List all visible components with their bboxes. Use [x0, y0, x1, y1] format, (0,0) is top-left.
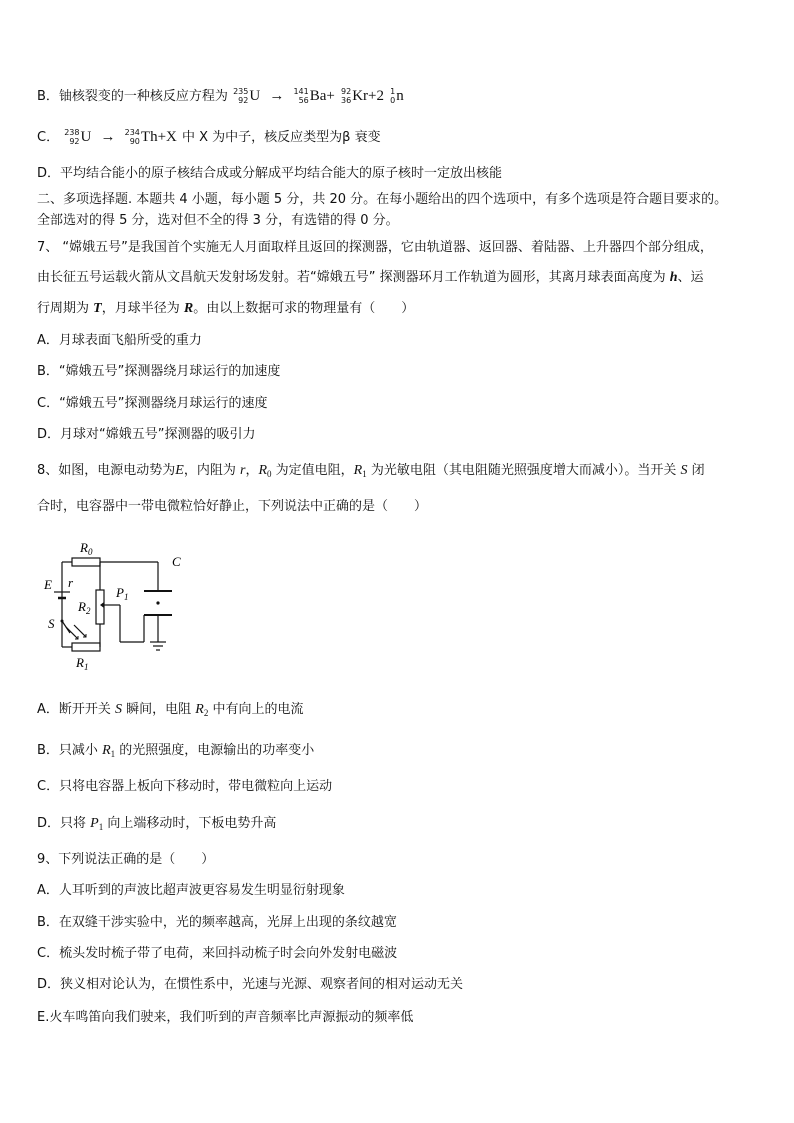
q8-text: 瞬间，电阻 — [122, 702, 196, 717]
var-R0-sub: 0 — [267, 469, 272, 479]
var-E: E — [175, 463, 184, 478]
q7-stem-line1: 7、 “嫦娥五号”是我国首个实施无人月面取样且返回的探测器，它由轨道器、返回器、着陆器、上升器四个部分组成， — [37, 240, 713, 255]
option-c-text: 中 X 为中子，核反应类型为β 衰变 — [182, 130, 381, 145]
option-b-nuclear-equation — [37, 86, 405, 107]
q7-text: 。由以上数据可求的物理量有（ ） — [193, 301, 415, 316]
q8-stem-line1 — [37, 461, 705, 484]
var-P1: P — [90, 816, 99, 831]
section2-instructions-line2: 全部选对的得 5 分，选对但不全的得 3 分，有选错的得 0 分。 — [37, 213, 399, 228]
label-r1: $R_1$ — [76, 655, 89, 672]
option-c-label: C． — [37, 130, 60, 145]
q8-option-d — [37, 814, 276, 837]
q7-option-b: B．“嫦娥五号”探测器绕月球运行的加速度 — [37, 364, 281, 379]
label-e: E — [44, 577, 52, 592]
q7-stem-line2 — [37, 268, 704, 288]
q8-text: 中有向上的电流 — [208, 702, 304, 717]
var-R1-sub: 1 — [362, 469, 367, 479]
q8-text: 8、如图，电源电动势为 — [37, 463, 176, 478]
reaction-arrow: → — [100, 129, 116, 145]
var-S: S — [680, 463, 688, 478]
r1-resistor — [72, 643, 100, 651]
q8-text: ，内阻为 — [183, 463, 240, 478]
q8-option-a — [37, 700, 304, 723]
q8-stem-line2: 合时，电容器中一带电微粒恰好静止，下列说法中正确的是（ ） — [37, 499, 428, 514]
nuclide-ba141: 141 56 Ba+ — [293, 87, 335, 106]
q9-option-a: A．人耳听到的声波比超声波更容易发生明显衍射现象 — [37, 883, 345, 898]
label-r0: $R_0$ — [80, 540, 93, 557]
option-d-text: D．平均结合能小的原子核结合成或分解成平均结合能大的原子核时一定放出核能 — [37, 166, 503, 181]
q9-option-d: D．狭义相对论认为，在惯性系中，光速与光源、观察者间的相对运动无关 — [37, 977, 464, 992]
var-R1: R — [353, 463, 363, 478]
var-T: T — [93, 301, 102, 316]
q9-option-c: C．梳头发时梳子带了电荷，来回抖动梳子时会向外发射电磁波 — [37, 946, 398, 961]
label-r2: $R_2$ — [78, 599, 91, 616]
nuclide-neutron: 1 0 n — [390, 87, 404, 106]
r0-resistor — [72, 558, 100, 566]
q7-text: 、运 — [677, 270, 704, 285]
q8-text: D．只将 — [37, 816, 91, 831]
var-R0: R — [258, 463, 268, 478]
var-R2-sub: 2 — [203, 708, 209, 718]
q8-text: 的光照强度，电源输出的功率变小 — [115, 743, 315, 758]
label-s: S — [48, 616, 55, 631]
q8-text: 闭 — [687, 463, 705, 478]
q9-option-e: E.火车鸣笛向我们驶来，我们听到的声音频率比声源振动的频率低 — [37, 1010, 414, 1025]
var-R1-sub: 1 — [110, 749, 116, 759]
q7-stem-line3 — [37, 299, 414, 319]
section2-instructions-line1: 二、多项选择题. 本题共 4 小题，每小题 5 分，共 20 分。在每小题给出的四个选项中，有多个选项是符合题目要求的。 — [37, 192, 728, 207]
q8-text: A．断开开关 — [37, 702, 116, 717]
var-R2: R — [195, 702, 204, 717]
q7-option-d: D．月球对“嫦娥五号”探测器的吸引力 — [37, 427, 256, 442]
var-R: R — [183, 301, 194, 316]
q7-text: 由长征五号运载火箭从文昌航天发射场发射。若“嫦娥五号” 探测器环月工作轨道为圆形，其离月球表面高度为 — [37, 270, 670, 285]
q8-option-c: C．只将电容器上板向下移动时，带电微粒向上运动 — [37, 779, 333, 794]
nuclide-th234: 234 90 Th+X — [124, 128, 177, 147]
nuclide-u235: 235 92 U — [233, 87, 261, 106]
q8-text: 为定值电阻， — [271, 463, 354, 478]
var-r: r — [239, 463, 246, 478]
label-r: r — [68, 575, 74, 590]
q7-option-a: A．月球表面飞船所受的重力 — [37, 333, 202, 348]
nuclide-kr92: 92 36 Kr+2 — [341, 87, 384, 106]
q8-text: B．只减小 — [37, 743, 103, 758]
q7-text: ，月球半径为 — [101, 301, 184, 316]
var-R1: R — [102, 743, 111, 758]
q8-text: 向上端移动时，下板电势升高 — [103, 816, 277, 831]
reaction-arrow: → — [269, 88, 285, 104]
label-c: C — [172, 554, 181, 569]
label-p1: $P_1$ — [116, 585, 129, 602]
q8-text: ， — [245, 463, 259, 478]
option-c-nuclear-equation — [37, 127, 381, 148]
nuclide-u238: 238 92 U — [64, 128, 92, 147]
q7-option-c: C．“嫦娥五号”探测器绕月球运行的速度 — [37, 396, 268, 411]
circuit-diagram — [40, 535, 190, 675]
q9-stem: 9、下列说法正确的是（ ） — [37, 852, 215, 867]
q8-option-b — [37, 741, 314, 764]
charged-particle-dot — [156, 601, 159, 604]
q8-text: 为光敏电阻（其电阻随光照强度增大而减小）。当开关 — [366, 463, 681, 478]
var-P1-sub: 1 — [98, 822, 104, 832]
q9-option-b: B．在双缝干涉实验中，光的频率越高，光屏上出现的条纹越宽 — [37, 915, 397, 930]
option-b-text: B．铀核裂变的一种核反应方程为 — [37, 89, 228, 104]
var-h: h — [669, 270, 678, 285]
q7-text: 行周期为 — [37, 301, 94, 316]
var-S: S — [115, 702, 123, 717]
